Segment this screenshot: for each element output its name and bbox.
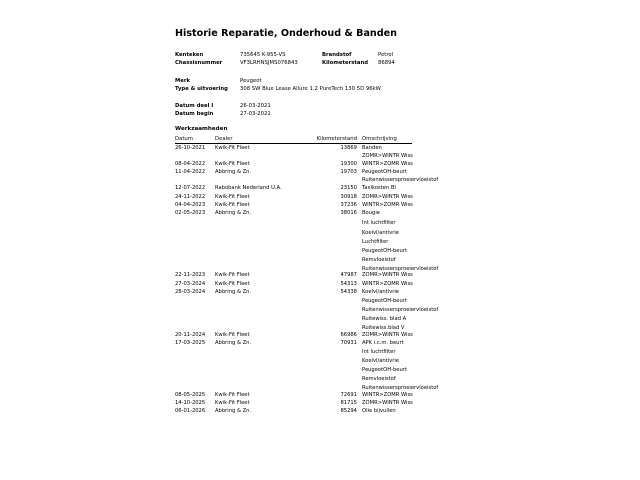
header-dealer: Dealer: [215, 136, 233, 142]
row-desc: ZOMR>WINTR Wiss: [362, 194, 413, 200]
table-row: [0, 358, 640, 365]
row-dealer: Abbring & Zn.: [215, 210, 252, 216]
row-dealer: Kwik-Fit Fleet: [215, 202, 250, 208]
row-date: 27-03-2024: [175, 281, 206, 287]
row-km: 85294: [340, 408, 357, 414]
table-row: [0, 239, 640, 246]
row-km: 38016: [340, 210, 357, 216]
row-desc: Ruitewiss.blad V: [362, 325, 405, 331]
row-date: 08-05-2025: [175, 392, 206, 398]
row-desc: Remvloeistof: [362, 376, 396, 382]
row-dealer: Abbring & Zn.: [215, 289, 252, 295]
row-dealer: Kwik-Fit Fleet: [215, 272, 250, 278]
table-row: [0, 185, 640, 192]
row-km: 19300: [340, 161, 357, 167]
row-desc: Ruitenwissersproeiervloeistof: [362, 307, 439, 313]
row-desc: ZOMR>WINTR Wiss: [362, 272, 413, 278]
row-desc: PeugeotOH-beurt: [362, 367, 407, 373]
row-desc: Olie bijvullen: [362, 408, 396, 414]
row-desc: Koelvl/antivrie: [362, 358, 399, 364]
table-row: [0, 376, 640, 383]
table-row: [0, 153, 640, 160]
chassis-label: Chassisnummer: [175, 60, 223, 66]
chassis-value: VF3LRHNSJMS076843: [240, 60, 298, 66]
row-desc: Bougie: [362, 210, 380, 216]
row-dealer: Kwik-Fit Fleet: [215, 194, 250, 200]
table-row: [0, 307, 640, 314]
header-divider: [175, 143, 412, 144]
row-desc: Ruitenwissersproeiervloeistof: [362, 385, 439, 391]
kilometerstand-label: Kilometerstand: [322, 60, 369, 66]
row-date: 14-10-2025: [175, 400, 206, 406]
table-row: [0, 169, 640, 176]
table-row: [0, 248, 640, 255]
row-desc: Int luchtfilter: [362, 349, 396, 355]
table-row: [0, 161, 640, 168]
row-desc: Koelvl/antivrie: [362, 289, 399, 295]
row-km: 70931: [340, 340, 357, 346]
row-dealer: Kwik-Fit Fleet: [215, 332, 250, 338]
row-desc: APK i.c.m. beurt: [362, 340, 404, 346]
table-row: [0, 202, 640, 209]
table-row: [0, 367, 640, 374]
row-date: 17-03-2025: [175, 340, 206, 346]
table-row: [0, 289, 640, 296]
row-km: 13869: [340, 145, 357, 151]
row-dealer: Abbring & Zn.: [215, 169, 252, 175]
table-row: [0, 230, 640, 237]
table-row: [0, 408, 640, 415]
datum-deel1-value: 26-03-2021: [240, 103, 271, 109]
type-value: 308 SW Blue Lease Allure 1.2 PureTech 130 5D 96kW: [240, 86, 381, 92]
row-date: 02-05-2023: [175, 210, 206, 216]
row-dealer: Kwik-Fit Fleet: [215, 161, 250, 167]
row-dealer: Kwik-Fit Fleet: [215, 392, 250, 398]
table-row: [0, 194, 640, 201]
row-date: 06-01-2026: [175, 408, 206, 414]
type-label: Type & uitvoering: [175, 86, 228, 92]
row-km: 66986: [340, 332, 357, 338]
row-date: 28-03-2024: [175, 289, 206, 295]
kenteken-value: 735645 K-955-VS: [240, 52, 286, 58]
table-row: [0, 325, 640, 332]
row-km: 81715: [340, 400, 357, 406]
row-date: 11-04-2022: [175, 169, 206, 175]
row-desc: PeugeotOH-beurt: [362, 248, 407, 254]
kenteken-label: Kenteken: [175, 52, 204, 58]
row-date: 04-04-2023: [175, 202, 206, 208]
row-desc: Ruitenwissersproeiervloeistof: [362, 177, 439, 183]
table-row: [0, 392, 640, 399]
row-desc: WINTR>ZOMR Wiss: [362, 392, 413, 398]
header-desc: Omschrijving: [362, 136, 397, 142]
row-km: 54338: [340, 289, 357, 295]
table-row: [0, 340, 640, 347]
row-date: 12-07-2022: [175, 185, 206, 191]
row-desc: Koelvl/antivrie: [362, 230, 399, 236]
table-row: [0, 298, 640, 305]
row-desc: Banden: [362, 145, 382, 151]
row-desc: Luchtfilter: [362, 239, 389, 245]
row-km: 30918: [340, 194, 357, 200]
row-dealer: Kwik-Fit Fleet: [215, 145, 250, 151]
row-date: 22-11-2023: [175, 272, 206, 278]
row-date: 08-04-2022: [175, 161, 206, 167]
table-row: [0, 145, 640, 152]
row-desc: PeugeotOH-beurt: [362, 298, 407, 304]
table-row: [0, 332, 640, 339]
row-km: 23150: [340, 185, 357, 191]
table-row: [0, 210, 640, 217]
row-desc: Ruitewiss. blad A: [362, 316, 407, 322]
page-title: Historie Reparatie, Onderhoud & Banden: [175, 28, 397, 39]
row-dealer: Abbring & Zn.: [215, 408, 252, 414]
row-desc: WINTR>ZOMR Wiss: [362, 202, 413, 208]
row-date: 26-10-2021: [175, 145, 206, 151]
table-row: [0, 257, 640, 264]
row-km: 54313: [340, 281, 357, 287]
table-row: [0, 272, 640, 279]
row-desc: Taxikosten BI: [362, 185, 396, 191]
row-km: 72691: [340, 392, 357, 398]
row-desc: Int luchtfilter: [362, 220, 396, 226]
brandstof-value: Petrol: [378, 52, 394, 58]
brandstof-label: Brandstof: [322, 52, 352, 58]
row-desc: Ruitenwissersproeiervloeistof: [362, 266, 439, 272]
row-dealer: Kwik-Fit Fleet: [215, 281, 250, 287]
row-desc: Remvloeistof: [362, 257, 396, 263]
datum-deel1-label: Datum deel I: [175, 103, 214, 109]
row-dealer: Rabobank Nederland U.A.: [215, 185, 282, 191]
row-desc: PeugeotOH-beurt: [362, 169, 407, 175]
section-title: Werkzaamheden: [175, 126, 228, 132]
row-desc: WINTR>ZOMR Wiss: [362, 281, 413, 287]
header-km: Kilometerstand: [316, 136, 357, 142]
row-desc: WINTR>ZOMR Wiss: [362, 161, 413, 167]
table-row: [0, 220, 640, 227]
table-row: [0, 400, 640, 407]
table-row: [0, 385, 640, 392]
row-desc: ZOMR>WINTR Wiss: [362, 332, 413, 338]
merk-label: Merk: [175, 78, 190, 84]
merk-value: Peugeot: [240, 78, 262, 84]
row-km: 47987: [340, 272, 357, 278]
row-desc: ZOMR>WINTR Wiss: [362, 400, 413, 406]
table-row: [0, 316, 640, 323]
datum-begin-label: Datum begin: [175, 111, 214, 117]
row-dealer: Kwik-Fit Fleet: [215, 400, 250, 406]
kilometerstand-value: 86894: [378, 60, 395, 66]
table-row: [0, 349, 640, 356]
row-desc: ZOMR>WINTR Wiss: [362, 153, 413, 159]
table-row: [0, 281, 640, 288]
row-km: 37236: [340, 202, 357, 208]
header-date: Datum: [175, 136, 193, 142]
table-row: [0, 177, 640, 184]
row-date: 24-11-2022: [175, 194, 206, 200]
row-date: 20-11-2024: [175, 332, 206, 338]
row-km: 19703: [340, 169, 357, 175]
datum-begin-value: 27-03-2021: [240, 111, 271, 117]
row-dealer: Abbring & Zn.: [215, 340, 252, 346]
